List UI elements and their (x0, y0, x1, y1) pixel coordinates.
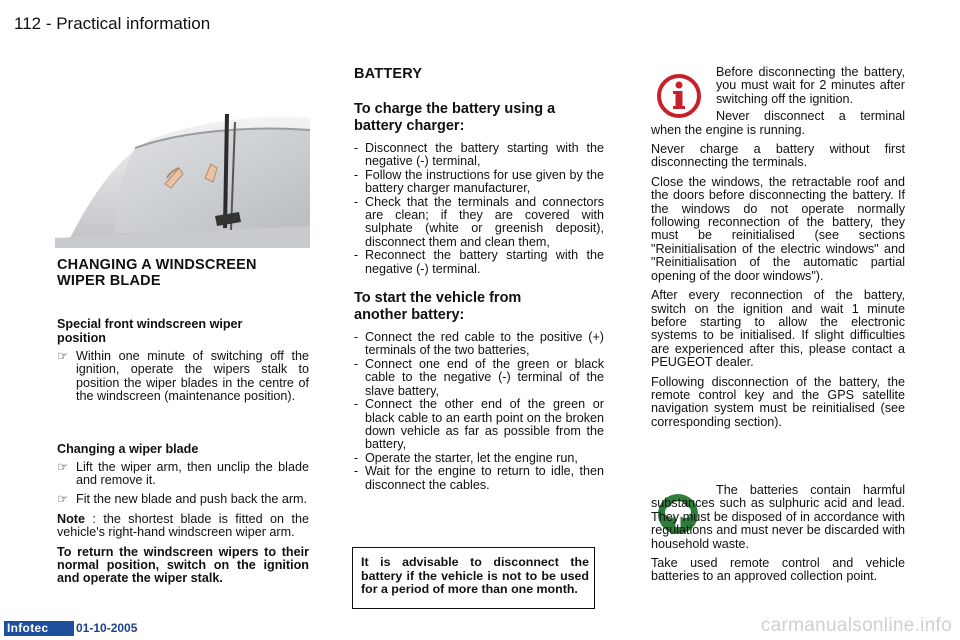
windscreen-wiper-illustration (55, 108, 310, 248)
list-item: - Wait for the engine to return to idle, then disconnect the cables. (354, 464, 604, 492)
middle-column (354, 66, 604, 492)
list-item: - Connect the other end of the green or black cable to an earth point on the broken down vehicle as far as possible from the battery, (354, 397, 604, 452)
list-item: - Reconnect the battery starting with the negative (-) terminal. (354, 248, 604, 276)
footer-date: 01-10-2005 (76, 621, 138, 635)
note-paragraph: Note : the shortest blade is fitted on the vehicle's right-hand windscreen wiper arm. (57, 511, 309, 540)
section-heading-battery: BATTERY (354, 66, 423, 82)
warning-paragraph-2: Never disconnect a terminal when the engine is running. (651, 109, 905, 137)
return-wipers-paragraph: To return the windscreen wipers to their normal position, switch on the ignition and operate the wiper stalk. (57, 544, 309, 586)
environment-section (651, 484, 905, 590)
paragraph: Never charge a battery without first disconnecting the terminals. (651, 142, 905, 170)
bullet-arrow-icon: ☞ (57, 459, 69, 474)
paragraph: Close the windows, the retractable roof and the doors before disconnecting the battery. If the windows do not operate normally following reconnection of the battery, they must be reinitialised (see sections "Reinitialisation of the electric windows" and "Reinitialisation of the automatic partial opening of the door windows"). (651, 174, 905, 283)
list-item: - Connect the red cable to the positive (+) terminals of the two batteries, (354, 330, 604, 358)
collection-point-paragraph: Take used remote control and vehicle batteries to an approved collection point. (651, 556, 905, 584)
subheading-changing-blade: Changing a wiper blade (57, 441, 199, 456)
watermark: carmanualsonline.info (760, 615, 952, 636)
battery-advice-box: It is advisable to disconnect the battery if the vehicle is not to be used for a period of more than one month. (352, 547, 595, 609)
list-item: - Follow the instructions for use given by the battery charger manufacturer, (354, 167, 604, 196)
bullet-arrow-icon: ☞ (57, 349, 69, 363)
bullet-arrow-icon: ☞ (57, 492, 69, 507)
list-item: - Connect one end of the green or black cable to the negative (-) terminal of the slave battery, (354, 356, 604, 398)
section-heading-wiper: CHANGING A WINDSCREEN WIPER BLADE (57, 257, 257, 289)
paragraph: After every reconnection of the battery, switch on the ignition and wait 1 minute before starting to allow the electronic systems to be initialised. If slight difficulties are experienced after this, please contact a PEUGEOT dealer. (651, 288, 905, 370)
paragraph: Following disconnection of the battery, the remote control key and the GPS satellite navigation system must be reinitialised (see corresponding section). (651, 374, 905, 429)
list-item: ☞ Within one minute of switching off the ignition, operate the wipers stalk to position the wiper blades in the centre of the windscreen (maintenance position). (57, 349, 309, 404)
list-item: ☞ Fit the new blade and push back the arm. (57, 492, 308, 507)
subheading-start-vehicle: To start the vehicle from another battery: (354, 290, 522, 324)
subheading-special-position: Special front windscreen wiper position (57, 317, 243, 345)
left-column (57, 257, 309, 592)
page-title: 112 - Practical information (14, 14, 211, 33)
list-item: - Check that the terminals and connectors are clean; if they are covered with sulphate (white or greenish deposit), disconnect them and clean them, (354, 194, 604, 249)
list-item: - Disconnect the battery starting with the negative (-) terminal, (354, 141, 604, 169)
right-column (651, 66, 905, 435)
environment-paragraph: The batteries contain harmful substances such as sulphuric acid and lead. They must be disposed of in accordance with regulations and must never be discarded with household waste. (651, 483, 905, 551)
start-steps-list (354, 331, 604, 492)
warning-paragraph: Before disconnecting the battery, you must wait for 2 minutes after switching off the ignition. (716, 65, 905, 106)
charge-steps-list (354, 142, 604, 276)
list-item: ☞ Lift the wiper arm, then unclip the blade and remove it. (57, 459, 309, 488)
list-item: - Operate the starter, let the engine run, (354, 450, 578, 465)
subheading-charge-battery: To charge the battery using a battery charger: (354, 101, 556, 134)
infotec-logo: Infotec (4, 621, 74, 636)
